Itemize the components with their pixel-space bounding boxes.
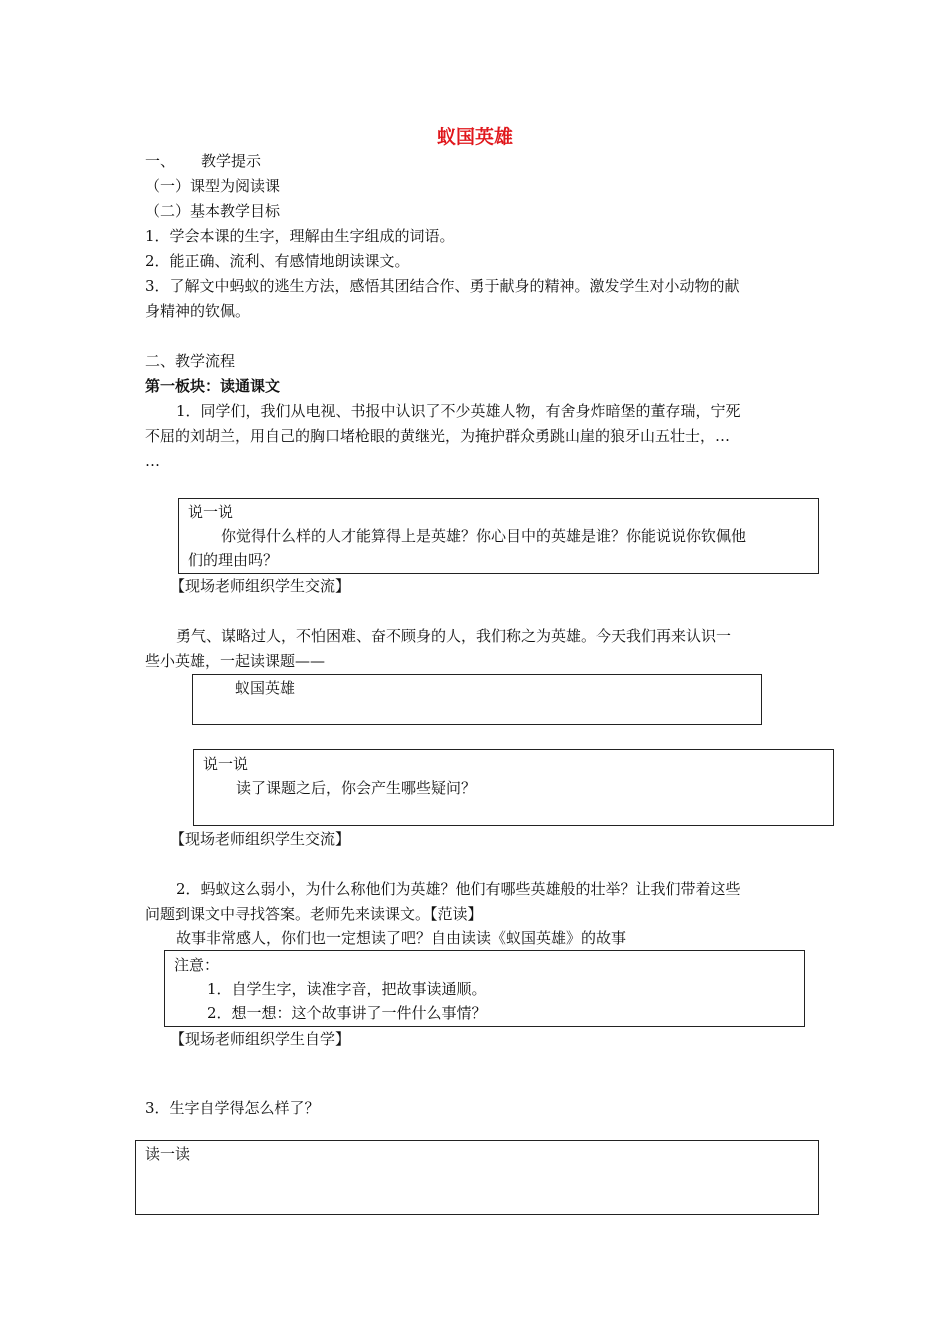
goal-3-line-1: 3．了解文中蚂蚁的逃生方法，感悟其团结合作、勇于献身的精神。激发学生对小动物的献 bbox=[145, 277, 740, 295]
box-text-line-2: 们的理由吗？ bbox=[188, 551, 279, 569]
discussion-box-2 bbox=[193, 749, 834, 826]
box-label: 说一说 bbox=[188, 503, 234, 521]
teacher-note-2: 【现场老师组织学生交流】 bbox=[170, 830, 351, 848]
paragraph-4: 故事非常感人，你们也一定想读了吧？自由读读《蚁国英雄》的故事 bbox=[176, 929, 627, 947]
goal-1: 1．学会本课的生字，理解由生字组成的词语。 bbox=[145, 227, 455, 245]
box-text-line-2: 2．想一想：这个故事讲了一件什么事情？ bbox=[207, 1004, 487, 1022]
section-2-heading: 二、教学流程 bbox=[145, 352, 236, 370]
box-label: 注意： bbox=[174, 956, 220, 974]
box-text-line-1: 读了课题之后，你会产生哪些疑问？ bbox=[236, 779, 477, 797]
teacher-note-3: 【现场老师组织学生自学】 bbox=[170, 1030, 351, 1048]
paragraph-2-line-2: 些小英雄，一起读课题—— bbox=[145, 652, 326, 670]
paragraph-3-line-2: 问题到课文中寻找答案。老师先来读课文。【范读】 bbox=[145, 905, 483, 923]
reading-box bbox=[135, 1140, 819, 1215]
section-heading-text: 教学提示 bbox=[201, 152, 262, 170]
box-text-line-1: 1．自学生字，读准字音，把故事读通顺。 bbox=[207, 980, 487, 998]
block-1-title: 第一板块：读通课文 bbox=[145, 377, 281, 395]
paragraph-2-line-1: 勇气、谋略过人，不怕困难、奋不顾身的人，我们称之为英雄。今天我们再来认识一 bbox=[176, 627, 732, 645]
course-type: （一）课型为阅读课 bbox=[145, 177, 281, 195]
paragraph-1-line-1: 1．同学们，我们从电视、书报中认识了不少英雄人物，有舍身炸暗堡的董存瑞，宁死 bbox=[176, 402, 741, 420]
goal-2: 2．能正确、流利、有感情地朗读课文。 bbox=[145, 252, 410, 270]
lesson-title-box bbox=[192, 674, 762, 725]
paragraph-1-line-3: … bbox=[145, 452, 160, 470]
goal-3-line-2: 身精神的钦佩。 bbox=[145, 302, 251, 320]
box-label: 说一说 bbox=[203, 755, 249, 773]
lesson-title-text: 蚁国英雄 bbox=[235, 679, 296, 697]
paragraph-1-line-2: 不屈的刘胡兰，用自己的胸口堵枪眼的黄继光，为掩护群众勇跳山崖的狼牙山五壮士，… bbox=[145, 427, 731, 445]
teacher-note-1: 【现场老师组织学生交流】 bbox=[170, 577, 351, 595]
page-title: 蚁国英雄 bbox=[436, 126, 513, 148]
discussion-box-1 bbox=[178, 498, 819, 574]
attention-box bbox=[164, 950, 805, 1027]
goals-heading: （二）基本教学目标 bbox=[145, 202, 281, 220]
paragraph-3-line-1: 2．蚂蚁这么弱小，为什么称他们为英雄？他们有哪些英雄般的壮举？让我们带着这些 bbox=[176, 880, 741, 898]
box-label: 读一读 bbox=[145, 1145, 191, 1163]
paragraph-5: 3．生字自学得怎么样了？ bbox=[145, 1099, 320, 1117]
section-heading-number: 一、 bbox=[145, 152, 176, 170]
box-text-line-1: 你觉得什么样的人才能算得上是英雄？你心目中的英雄是谁？你能说说你钦佩他 bbox=[221, 527, 747, 545]
